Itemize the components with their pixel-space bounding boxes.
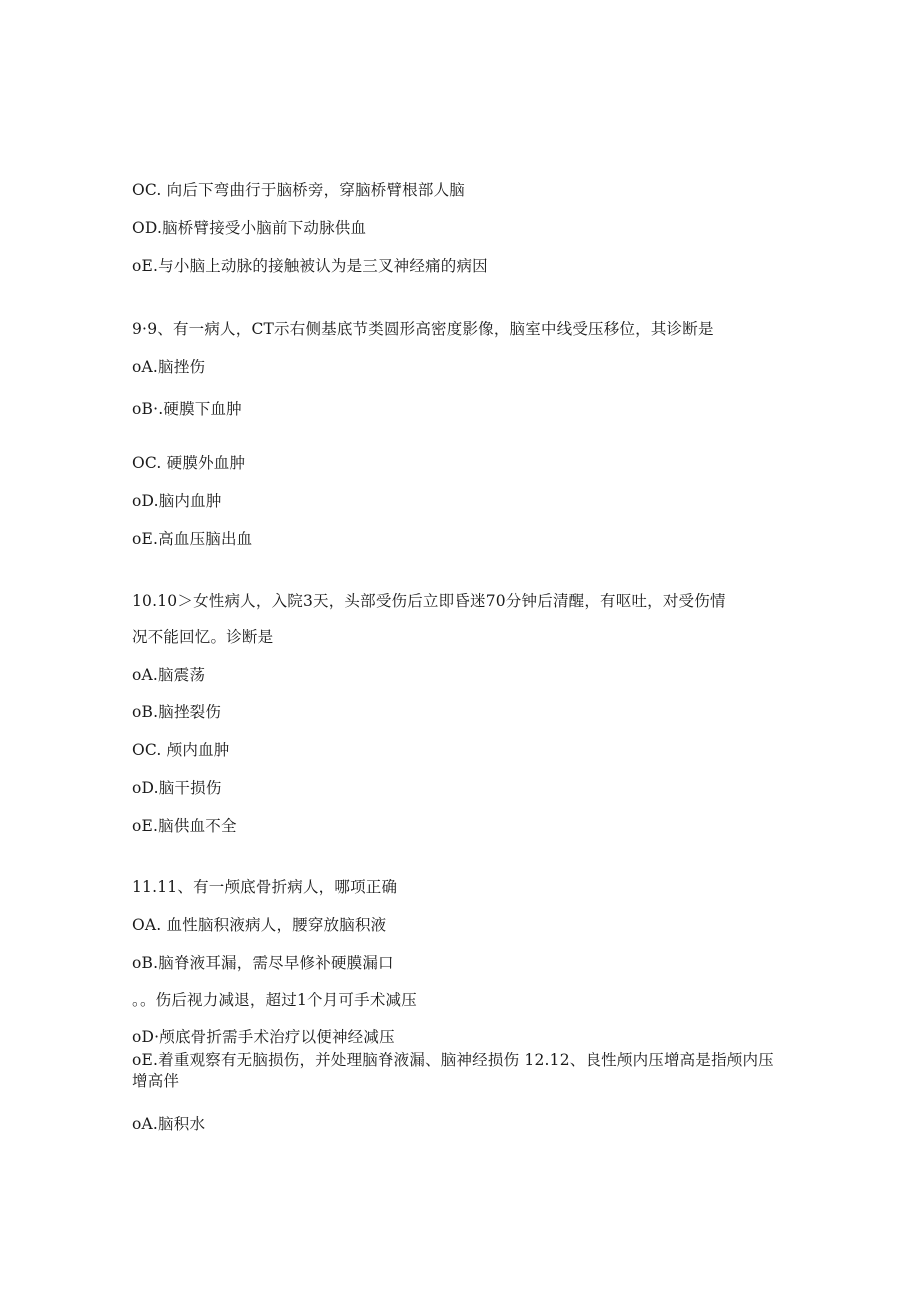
option-e-text: oE.与小脑上动脉的接触被认为是三叉神经痛的病因 xyxy=(132,257,488,275)
q11-option-c: 。。伤后视力减退，超过1个月可手术减压 xyxy=(132,991,417,1009)
q11-option-a: OA. 血性脑积液病人，腰穿放脑积液 xyxy=(132,916,387,934)
option-d-text: OD.脑桥臂接受小脑前下动脉供血 xyxy=(132,219,367,237)
q11-option-e-and-question-12: oE.着重观察有无脑损伤，并处理脑脊液漏、脑神经损伤 12.12、良性颅内压增高是指颅内压增高伴 xyxy=(132,1051,774,1090)
q9-option-d: oD.脑内血肿 xyxy=(132,492,222,510)
question-10-line2: 况不能回忆。诊断是 xyxy=(132,628,274,646)
q11-option-b: oB.脑脊液耳漏，需尽早修补硬膜漏口 xyxy=(132,954,394,972)
q10-option-b: oB.脑挫裂伤 xyxy=(132,703,222,721)
question-10-line1: 10.10＞女性病人，入院3天，头部受伤后立即昏迷70分钟后清醒，有呕吐，对受伤情 xyxy=(132,592,726,610)
q9-option-e: oE.高血压脑出血 xyxy=(132,530,253,548)
q10-option-d: oD.脑干损伤 xyxy=(132,779,222,797)
q9-option-a: oA.脑挫伤 xyxy=(132,358,206,376)
q10-option-c: OC. 颅内血肿 xyxy=(132,741,230,759)
q11-option-d: oD·颅底骨折需手术治疗以便神经减压 xyxy=(132,1028,395,1046)
q10-option-e: oE.脑供血不全 xyxy=(132,817,237,835)
question-11: 11.11、有一颅底骨折病人，哪项正确 xyxy=(132,878,398,896)
question-9: 9·9、有一病人，CT示右侧基底节类圆形高密度影像，脑室中线受压移位，其诊断是 xyxy=(132,320,714,338)
q9-option-c: OC. 硬膜外血肿 xyxy=(132,454,246,472)
q12-option-a: oA.脑积水 xyxy=(132,1115,206,1133)
q9-option-b: oB·.硬膜下血肿 xyxy=(132,400,242,418)
option-c-text: OC. 向后下弯曲行于脑桥旁，穿脑桥臂根部人脑 xyxy=(132,181,465,199)
q10-option-a: oA.脑震荡 xyxy=(132,666,206,684)
